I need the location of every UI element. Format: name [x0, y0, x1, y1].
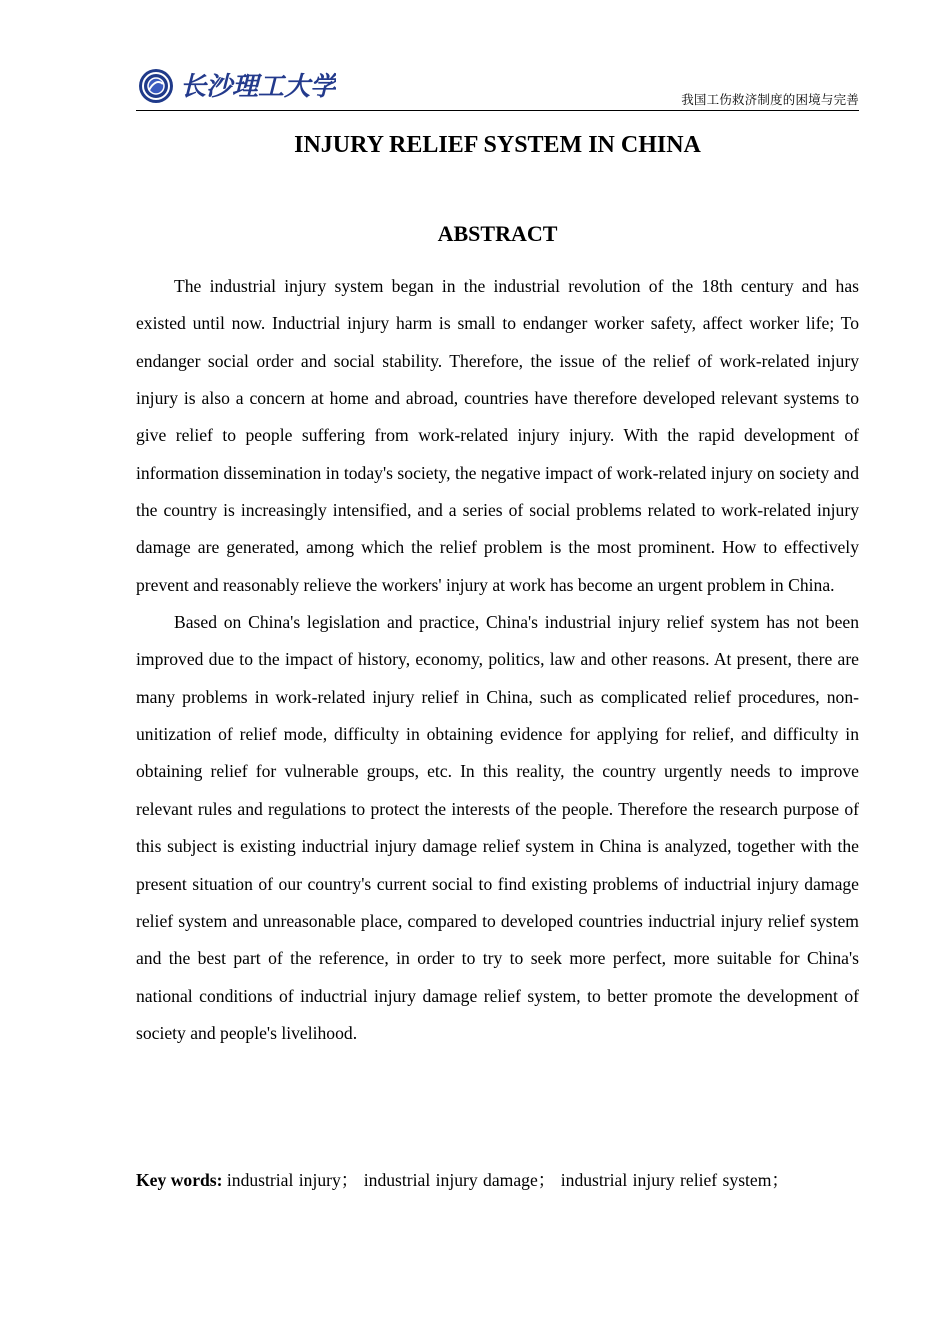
abstract-paragraph-1: The industrial injury system began in the industrial revolution of the 18th century and has existed until now. Inductrial injury harm is small to endanger worker safety, affect worker life; To endanger social order and social stability. Therefore, the issue of the relief of work-related injury injury is also a concern at home and abroad, countries have therefore developed relevant systems to give relief to people suffering from work-related injury injury. With the rapid development of information dissemination in today's society, the negative impact of work-related injury on society and the country is increasingly intensified, and a series of social problems related to work-related injury damage are generated, among which the relief problem is the most prominent. How to effectively prevent and reasonably relieve the workers' injury at work has become an urgent problem in China. — [136, 276, 859, 595]
keywords-label: Key words: — [136, 1170, 223, 1190]
keywords-list: industrial injury； industrial injury damage； industrial injury relief system； — [226, 1170, 790, 1190]
university-logo-image — [136, 64, 336, 108]
logo-name: 长沙理工大学 — [180, 72, 336, 102]
page-header — [136, 64, 859, 111]
keywords-line — [136, 1162, 859, 1199]
abstract-heading: ABSTRACT — [437, 221, 558, 246]
abstract-body — [136, 268, 859, 1052]
paper-title: INJURY RELIEF SYSTEM IN CHINA — [294, 132, 701, 158]
university-logo — [136, 64, 336, 108]
running-title: 我国工伤救济制度的困境与完善 — [681, 92, 859, 107]
abstract-paragraph-2: Based on China's legislation and practice, China's industrial injury relief system has not been improved due to the impact of history, economy, politics, law and other reasons. At present, there are many problems in work-related injury relief in China, such as complicated relief procedures, non-unitization of relief mode, difficulty in obtaining evidence for applying for relief, and difficulty in obtaining relief for vulnerable groups, etc. In this reality, the country urgently needs to improve relevant rules and regulations to protect the interests of the people. Therefore the research purpose of this subject is existing inductrial injury damage relief system in China is analyzed, together with the present situation of our country's current social to find existing problems of inductrial injury damage relief system and unreasonable place, compared to developed countries inductrial injury relief system and the best part of the reference, in order to try to seek more perfect, more suitable for China's national conditions of inductrial injury damage relief system, to better promote the development of society and people's livelihood. — [136, 612, 859, 1043]
